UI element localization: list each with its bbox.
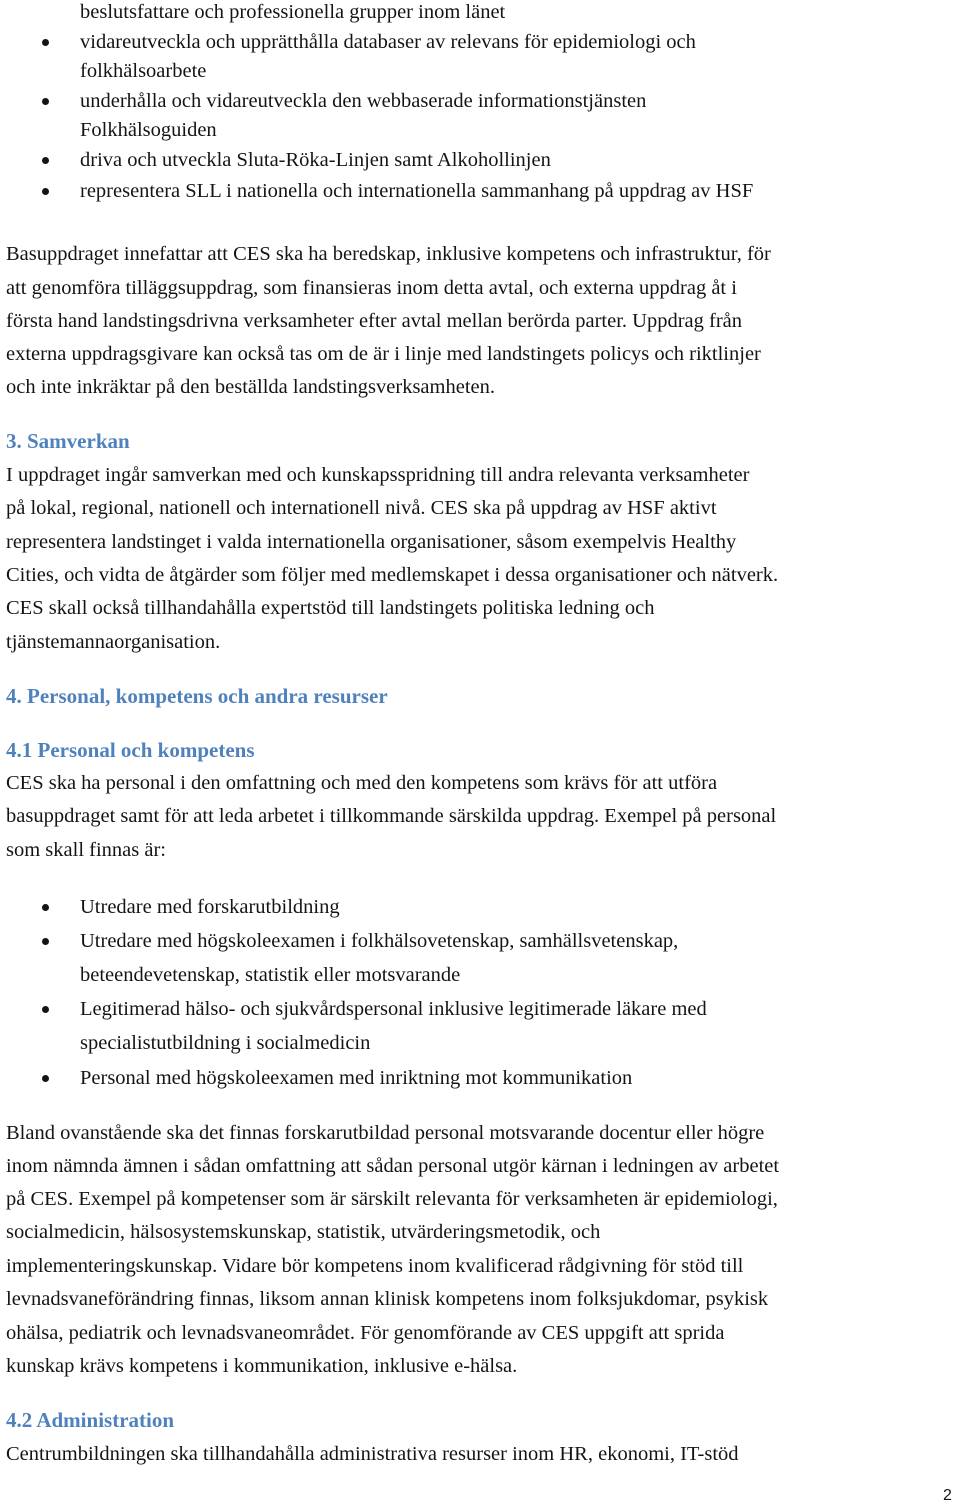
paragraph-line: första hand landstingsdrivna verksamheter efter avtal mellan berörda parter. Uppdrag från bbox=[6, 310, 742, 332]
paragraph-line: I uppdraget ingår samverkan med och kunskapsspridning till andra relevanta verksamheter bbox=[6, 464, 750, 486]
paragraph-line: externa uppdragsgivare kan också tas om de är i linje med landstingets policys och riktlinjer bbox=[6, 343, 761, 365]
paragraph-line: på CES. Exempel på kompetenser som är särskilt relevanta för verksamheten är epidemiologi, bbox=[6, 1188, 778, 1210]
list-item-continuation: Folkhälsoguiden bbox=[80, 119, 217, 141]
paragraph-line: ohälsa, pediatrik och levnadsvaneområdet. För genomförande av CES uppgift att sprida bbox=[6, 1322, 725, 1344]
bullet-icon bbox=[42, 938, 49, 945]
paragraph-line: och inte inkräktar på den beställda landstingsverksamheten. bbox=[6, 376, 495, 398]
list-item: underhålla och vidareutveckla den webbaserade informationstjänsten bbox=[80, 90, 647, 112]
section-heading-samverkan: 3. Samverkan bbox=[6, 429, 130, 453]
paragraph-line: inom nämnda ämnen i sådan omfattning att sådan personal utgör kärnan i ledningen av arbetet bbox=[6, 1155, 780, 1177]
paragraph-line: som skall finnas är: bbox=[6, 839, 166, 861]
paragraph-line: Basuppdraget innefattar att CES ska ha beredskap, inklusive kompetens och infrastruktur, för bbox=[6, 243, 771, 265]
list-item: Utredare med högskoleexamen i folkhälsovetenskap, samhällsvetenskap, bbox=[80, 930, 679, 952]
subsection-heading-personal-kompetens: 4.1 Personal och kompetens bbox=[6, 738, 255, 762]
paragraph-line: levnadsvaneförändring finnas, liksom annan klinisk kompetens inom folksjukdomar, psykisk bbox=[6, 1288, 769, 1310]
section-heading-personal: 4. Personal, kompetens och andra resurser bbox=[6, 684, 388, 708]
bullet-icon bbox=[42, 39, 49, 46]
paragraph-line: CES ska ha personal i den omfattning och med den kompetens som krävs för att utföra bbox=[6, 772, 718, 794]
bullet-icon bbox=[42, 1006, 49, 1013]
list-item: Personal med högskoleexamen med inriktning mot kommunikation bbox=[80, 1067, 633, 1089]
list-item: representera SLL i nationella och internationella sammanhang på uppdrag av HSF bbox=[80, 180, 754, 202]
bullet-icon bbox=[42, 157, 49, 164]
list-item: Utredare med forskarutbildning bbox=[80, 896, 340, 918]
list-item: vidareutveckla och upprätthålla databaser av relevans för epidemiologi och bbox=[80, 31, 696, 53]
paragraph-line: tjänstemannaorganisation. bbox=[6, 631, 221, 653]
paragraph-line: att genomföra tilläggsuppdrag, som finansieras inom detta avtal, och externa uppdrag åt i bbox=[6, 277, 737, 299]
paragraph-line: socialmedicin, hälsosystemskunskap, statistik, utvärderingsmetodik, och bbox=[6, 1221, 601, 1243]
bullet-icon bbox=[42, 98, 49, 105]
list-item: Legitimerad hälso- och sjukvårdspersonal inklusive legitimerade läkare med bbox=[80, 998, 707, 1020]
list-item-continuation: folkhälsoarbete bbox=[80, 60, 207, 82]
paragraph-line: implementeringskunskap. Vidare bör kompetens inom kvalificerad rådgivning för stöd till bbox=[6, 1255, 744, 1277]
paragraph-line: basuppdraget samt för att leda arbetet i tillkommande särskilda uppdrag. Exempel på personal bbox=[6, 805, 777, 827]
list-item-continuation: specialistutbildning i socialmedicin bbox=[80, 1032, 371, 1054]
page-number: 2 bbox=[943, 1487, 952, 1504]
list-item-continuation: beteendevetenskap, statistik eller motsvarande bbox=[80, 964, 461, 986]
paragraph-line: Bland ovanstående ska det finnas forskarutbildad personal motsvarande docentur eller högre bbox=[6, 1122, 765, 1144]
paragraph-line: CES skall också tillhandahålla expertstöd till landstingets politiska ledning och bbox=[6, 597, 655, 619]
bullet-icon bbox=[42, 904, 49, 911]
paragraph-line: representera landstinget i valda internationella organisationer, såsom exempelvis Healthy bbox=[6, 531, 737, 553]
paragraph-line: Centrumbildningen ska tillhandahålla administrativa resurser inom HR, ekonomi, IT-stöd bbox=[6, 1443, 739, 1465]
paragraph-line: på lokal, regional, nationell och internationell nivå. CES ska på uppdrag av HSF aktivt bbox=[6, 497, 717, 519]
paragraph-line: kunskap krävs kompetens i kommunikation, inklusive e-hälsa. bbox=[6, 1355, 518, 1377]
list-item-continuation: beslutsfattare och professionella grupper inom länet bbox=[80, 1, 506, 23]
subsection-heading-administration: 4.2 Administration bbox=[6, 1408, 175, 1432]
bullet-icon bbox=[42, 1075, 49, 1082]
bullet-icon bbox=[42, 188, 49, 195]
paragraph-line: Cities, och vidta de åtgärder som följer med medlemskapet i dessa organisationer och nätverk. bbox=[6, 564, 779, 586]
list-item: driva och utveckla Sluta-Röka-Linjen samt Alkohollinjen bbox=[80, 149, 551, 171]
